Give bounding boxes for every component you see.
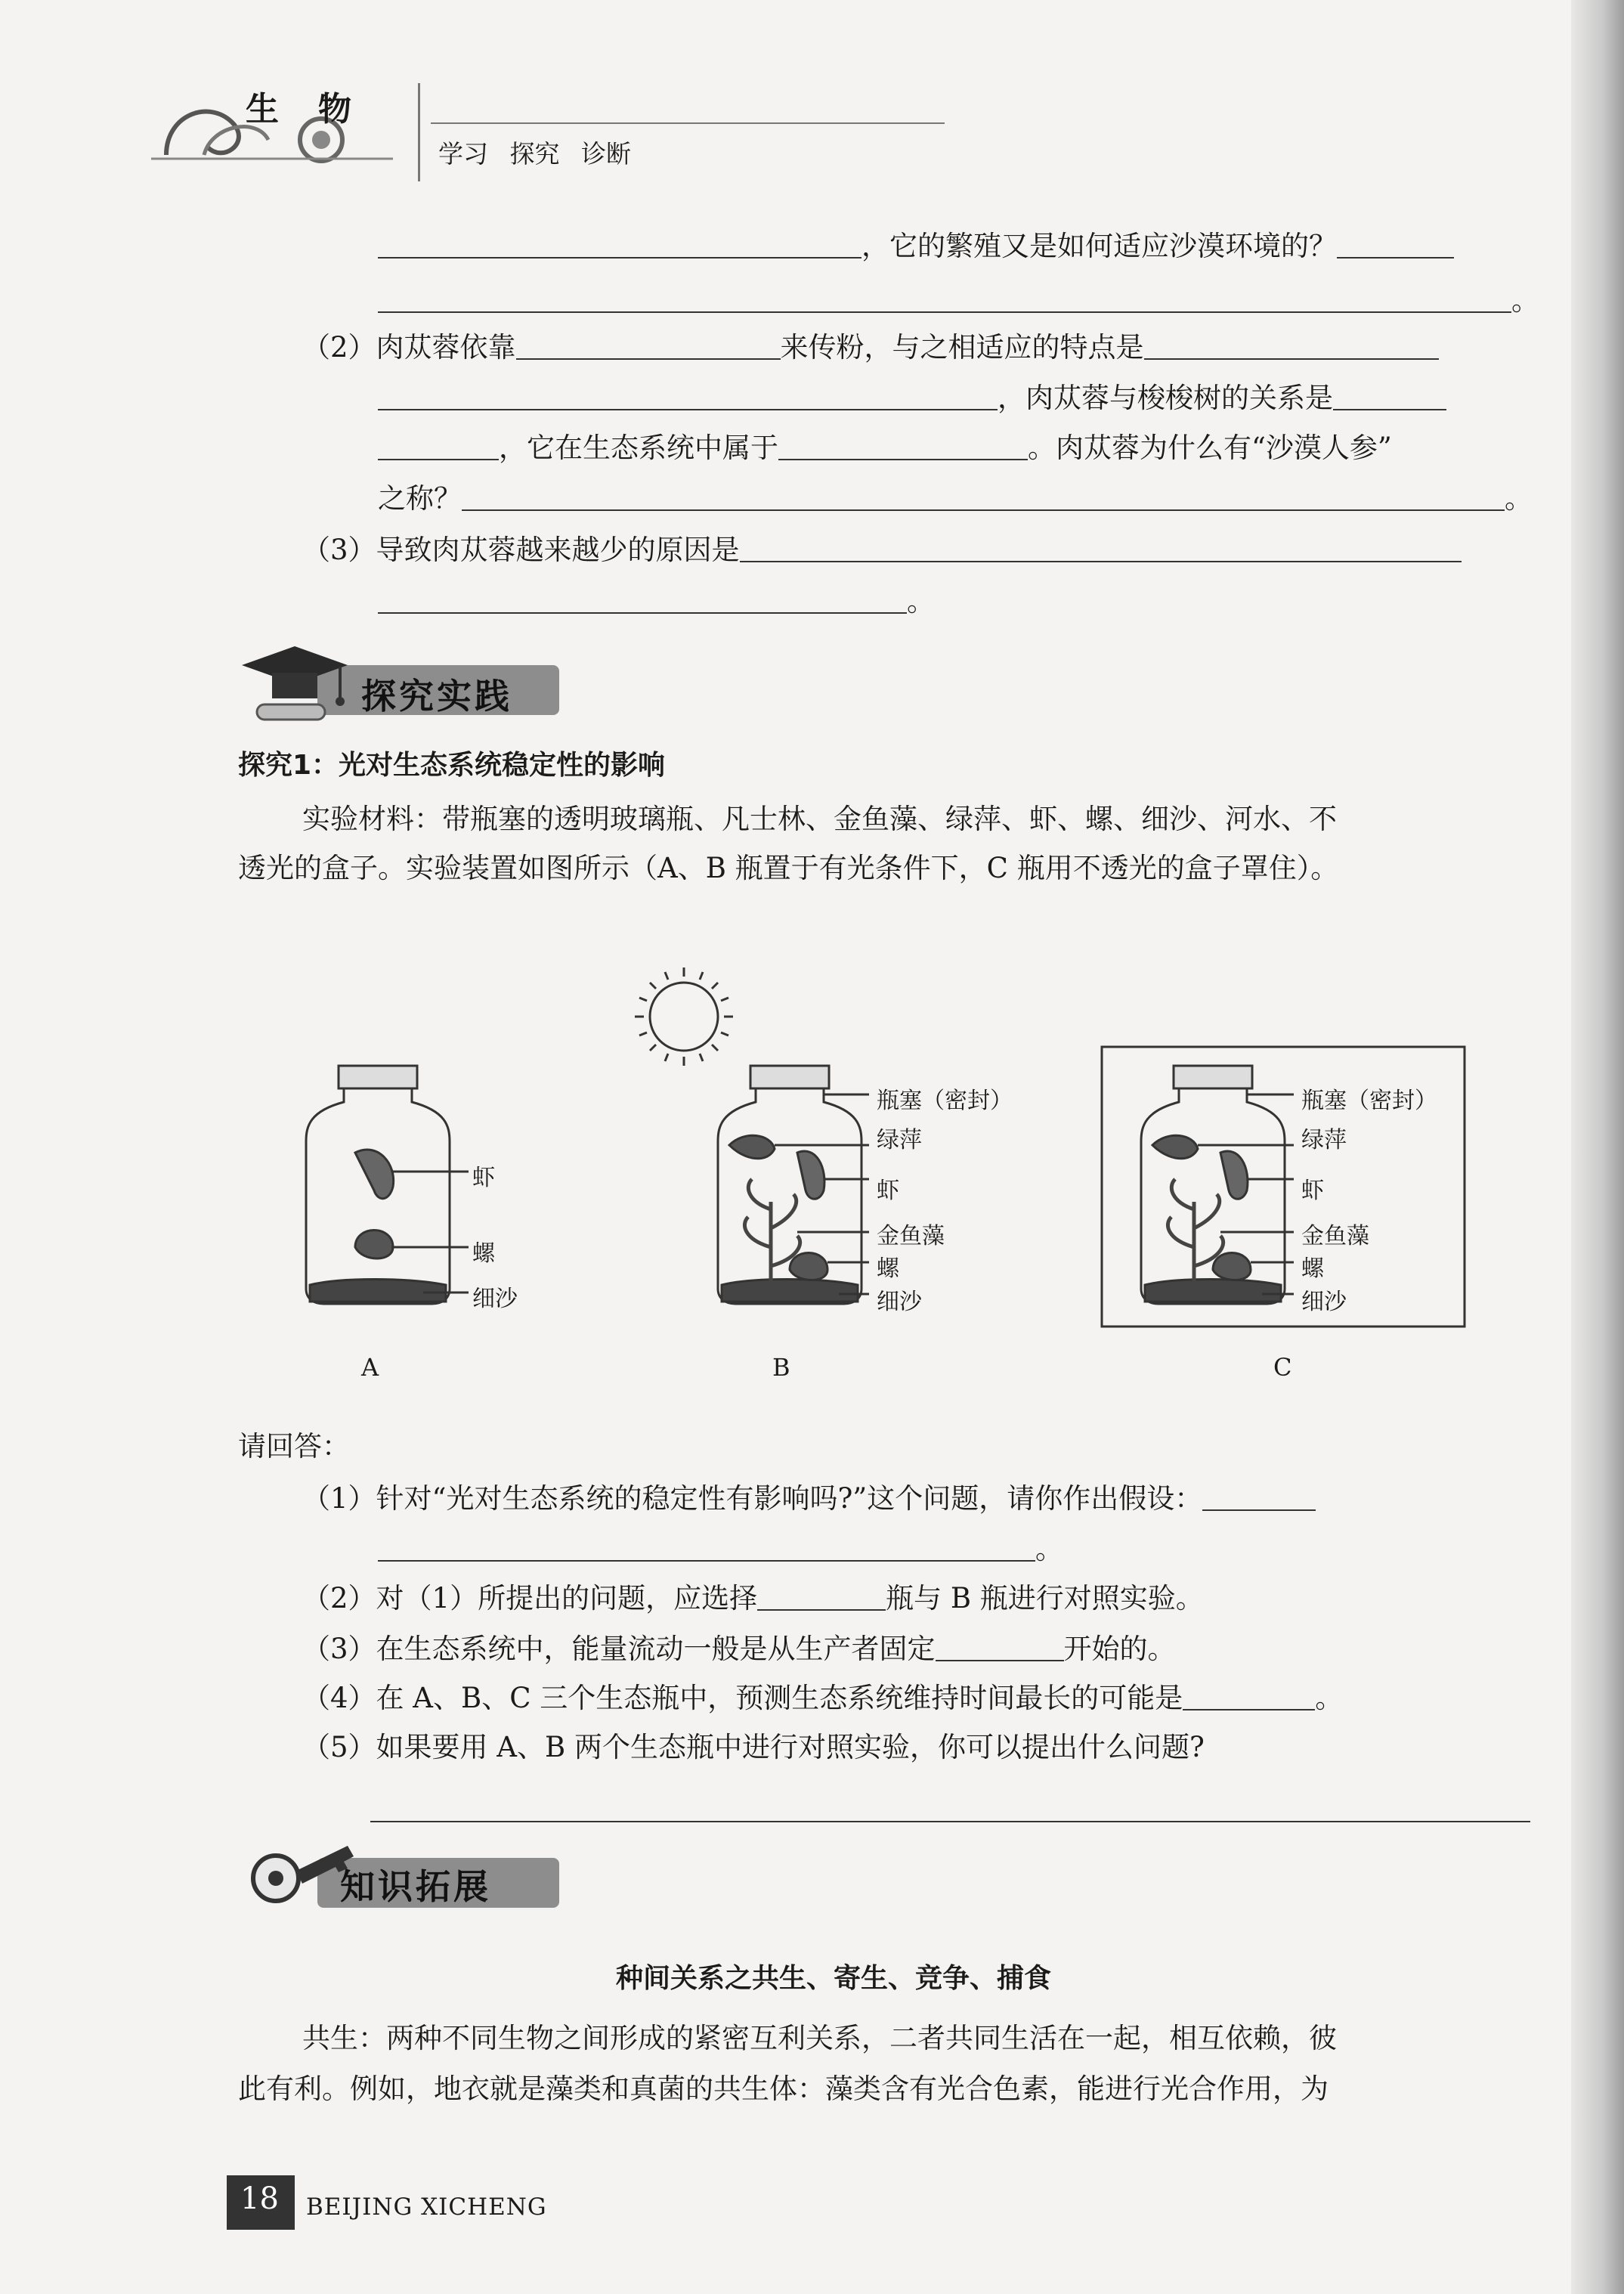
jar-a-label-snail: 螺	[472, 1240, 495, 1267]
knowledge-line-2: 此有利。例如，地衣就是藻类和真菌的共生体：藻类含有光合色素，能进行光合作用，为	[238, 2073, 1329, 2105]
knowledge-line-1: 共生：两种不同生物之间形成的紧密互利关系，二者共同生活在一起，相互依赖，彼	[302, 2022, 1337, 2054]
jar-b-letter: B	[772, 1353, 790, 1382]
jar-c-label-snail: 螺	[1301, 1255, 1324, 1282]
jar-c-label-duckweed: 绿萍	[1301, 1127, 1347, 1153]
answer-blank[interactable]	[936, 1634, 1064, 1661]
question-5: （5）如果要用 A、B 两个生态瓶中进行对照实验，你可以提出什么问题?	[302, 1731, 1205, 1763]
jar-a-letter: A	[361, 1353, 379, 1382]
inquiry-banner-title: 探究实践	[361, 676, 512, 717]
jar-c-label-sand: 细沙	[1301, 1289, 1347, 1315]
jar-a	[306, 1066, 469, 1304]
q2-line-1: （2）肉苁蓉依靠 来传粉，与之相适应的特点是	[302, 333, 1439, 361]
jar-c-letter: C	[1273, 1353, 1292, 1382]
jar-b-label-hornwort: 金鱼藻	[877, 1223, 945, 1249]
knowledge-title: 种间关系之共生、寄生、竞争、捕食	[616, 1963, 1052, 1994]
jar-c	[1141, 1066, 1294, 1304]
sun-icon	[635, 967, 733, 1066]
q1-cont-line: 。	[378, 286, 1539, 314]
jar-c-label-stopper: 瓶塞（密封）	[1301, 1088, 1437, 1114]
materials-line-2: 透光的盒子。实验装置如图所示（A、B 瓶置于有光条件下，C 瓶用不透光的盒子罩住）。	[238, 852, 1339, 884]
jar-b-label-duckweed: 绿萍	[877, 1127, 922, 1153]
header-tagline: 学习 探究 诊断	[438, 139, 631, 169]
jar-b-label-stopper: 瓶塞（密封）	[877, 1088, 1013, 1114]
questions-intro: 请回答：	[238, 1430, 350, 1463]
question-1-cont: 。	[378, 1534, 1063, 1563]
answer-blank[interactable]	[757, 1584, 886, 1611]
q2-line-3: ，它在生态系统中属于 。肉苁蓉为什么有“沙漠人参”	[378, 433, 1392, 462]
jar-b	[718, 1066, 869, 1304]
jar-c-label-shrimp: 虾	[1301, 1178, 1324, 1204]
knowledge-banner	[234, 1829, 567, 1916]
jar-c-label-hornwort: 金鱼藻	[1301, 1223, 1369, 1249]
page-number: 18	[240, 2181, 279, 2216]
answer-blank[interactable]	[378, 1534, 1035, 1562]
header-subject: 生物	[246, 90, 391, 128]
answer-blank[interactable]	[370, 1795, 1530, 1822]
question-4: （4）在 A、B、C 三个生态瓶中，预测生态系统维持时间最长的可能是 。	[302, 1682, 1344, 1714]
q2-line-2: ，肉苁蓉与梭梭树的关系是	[378, 383, 1446, 412]
jar-b-label-snail: 螺	[877, 1255, 899, 1282]
jar-a-label-shrimp: 虾	[472, 1165, 495, 1191]
knowledge-banner-title: 知识拓展	[340, 1866, 491, 1907]
q3-line-1: （3）导致肉苁蓉越来越少的原因是	[302, 535, 1462, 564]
question-1: （1）针对“光对生态系统的稳定性有影响吗?”这个问题，请你作出假设：	[302, 1484, 1316, 1512]
q3-line-2: 。	[378, 587, 935, 615]
jar-b-label-sand: 细沙	[877, 1289, 922, 1315]
question-2: （2）对（1）所提出的问题，应选择 瓶与 B 瓶进行对照实验。	[302, 1582, 1204, 1614]
jar-a-label-sand: 细沙	[472, 1286, 518, 1312]
q2-line-4: 之称？ 。	[378, 482, 1533, 515]
question-5-answer	[370, 1795, 1530, 1824]
footer-text: BEIJING XICHENG	[306, 2193, 547, 2221]
inquiry-title: 探究1：光对生态系统稳定性的影响	[238, 750, 666, 781]
q1-line: ，它的繁殖又是如何适应沙漠环境的？	[378, 231, 1454, 260]
materials-line-1: 实验材料：带瓶塞的透明玻璃瓶、凡士林、金鱼藻、绿萍、虾、螺、细沙、河水、不	[302, 803, 1337, 835]
answer-blank[interactable]	[1202, 1484, 1316, 1511]
question-3: （3）在生态系统中，能量流动一般是从生产者固定 开始的。	[302, 1633, 1176, 1665]
jar-b-label-shrimp: 虾	[877, 1178, 899, 1204]
answer-blank[interactable]	[1183, 1683, 1315, 1710]
